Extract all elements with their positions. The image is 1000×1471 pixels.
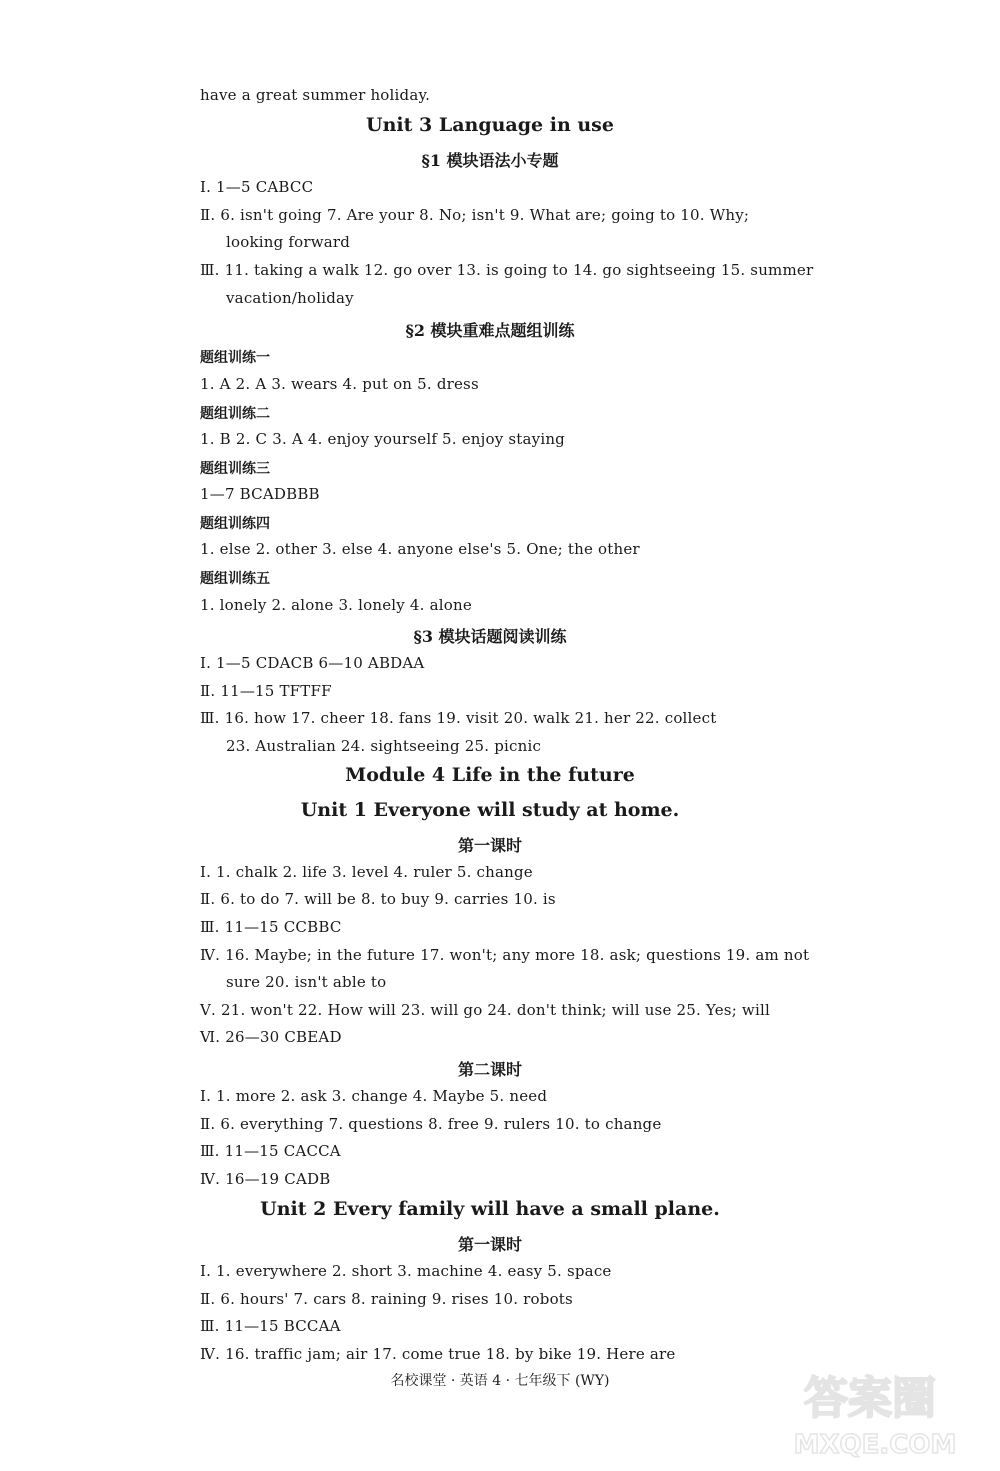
unit3-sec1-title: §1 模块语法小专题 — [421, 151, 559, 170]
answer-line: Ⅲ. 11—15 BCCAA — [200, 1317, 341, 1335]
intro-line: have a great summer holiday. — [200, 86, 431, 104]
answer-line: Ⅰ. 1—5 CABCC — [200, 178, 314, 196]
group-label: 题组训练一 — [200, 350, 270, 366]
answer-line: Ⅲ. 11. taking a walk 12. go over 13. is going to 14. go sightseeing 15. summer — [200, 261, 814, 279]
answer-line: Ⅲ. 11—15 CCBBC — [200, 918, 342, 936]
watermark-logo-text: 答案圈 — [804, 1373, 936, 1424]
group-label: 题组训练五 — [200, 571, 270, 587]
module4-unit2-title: Unit 2 Every family will have a small plane. — [260, 1198, 720, 1220]
group-label: 题组训练四 — [200, 516, 270, 532]
answer-line: Ⅰ. 1—5 CDACB 6—10 ABDAA — [200, 654, 425, 672]
answer-line: Ⅴ. 21. won't 22. How will 23. will go 24. don't think; will use 25. Yes; will — [200, 1001, 770, 1019]
answer-line: Ⅰ. 1. chalk 2. life 3. level 4. ruler 5. change — [200, 863, 533, 881]
lesson-title: 第一课时 — [457, 1235, 522, 1254]
answer-line: Ⅵ. 26—30 CBEAD — [200, 1028, 342, 1046]
answer-line: Ⅳ. 16—19 CADB — [200, 1170, 331, 1188]
answer-line: looking forward — [226, 233, 351, 251]
answer-line: Ⅳ. 16. traffic jam; air 17. come true 18. by bike 19. Here are — [200, 1345, 676, 1363]
unit3-title: Unit 3 Language in use — [366, 114, 614, 136]
answer-line: Ⅱ. 6. hours' 7. cars 8. raining 9. rises 10. robots — [200, 1290, 573, 1308]
answer-line: Ⅰ. 1. everywhere 2. short 3. machine 4. easy 5. space — [200, 1262, 612, 1280]
answer-line: sure 20. isn't able to — [226, 973, 387, 991]
lesson-title: 第一课时 — [457, 836, 522, 855]
answer-line: 1. A 2. A 3. wears 4. put on 5. dress — [200, 375, 479, 393]
watermark-url-text: MXQE.COM — [793, 1430, 957, 1460]
unit3-sec2-title: §2 模块重难点题组训练 — [405, 321, 575, 340]
answer-line: Ⅱ. 6. everything 7. questions 8. free 9. rulers 10. to change — [200, 1115, 662, 1133]
page-footer: 名校课堂 · 英语 4 · 七年级下 (WY) — [390, 1373, 610, 1389]
answer-line: 1—7 BCADBBB — [200, 485, 320, 503]
answer-line: 23. Australian 24. sightseeing 25. picnic — [226, 737, 542, 755]
group-label: 题组训练二 — [200, 406, 270, 422]
answer-line: Ⅱ. 6. to do 7. will be 8. to buy 9. carries 10. is — [200, 890, 556, 908]
answer-line: vacation/holiday — [226, 289, 354, 307]
answer-line: Ⅱ. 11—15 TFTFF — [200, 682, 332, 700]
lesson-title: 第二课时 — [457, 1060, 522, 1079]
answer-line: Ⅰ. 1. more 2. ask 3. change 4. Maybe 5. need — [200, 1087, 548, 1105]
module4-unit1-title: Unit 1 Everyone will study at home. — [300, 799, 680, 821]
answer-line: Ⅱ. 6. isn't going 7. Are your 8. No; isn't 9. What are; going to 10. Why; — [200, 206, 750, 224]
group-label: 题组训练三 — [200, 461, 270, 477]
answer-line: 1. else 2. other 3. else 4. anyone else's 5. One; the other — [200, 540, 640, 558]
unit3-sec3-title: §3 模块话题阅读训练 — [413, 627, 567, 646]
watermark-logo — [770, 1353, 980, 1463]
answer-line: 1. B 2. C 3. A 4. enjoy yourself 5. enjoy staying — [200, 430, 565, 448]
answer-line: 1. lonely 2. alone 3. lonely 4. alone — [200, 596, 472, 614]
module4-title: Module 4 Life in the future — [345, 764, 635, 786]
answer-line: Ⅳ. 16. Maybe; in the future 17. won't; any more 18. ask; questions 19. am not — [200, 946, 810, 964]
answer-line: Ⅲ. 11—15 CACCA — [200, 1142, 341, 1160]
answer-line: Ⅲ. 16. how 17. cheer 18. fans 19. visit 20. walk 21. her 22. collect — [200, 709, 717, 727]
